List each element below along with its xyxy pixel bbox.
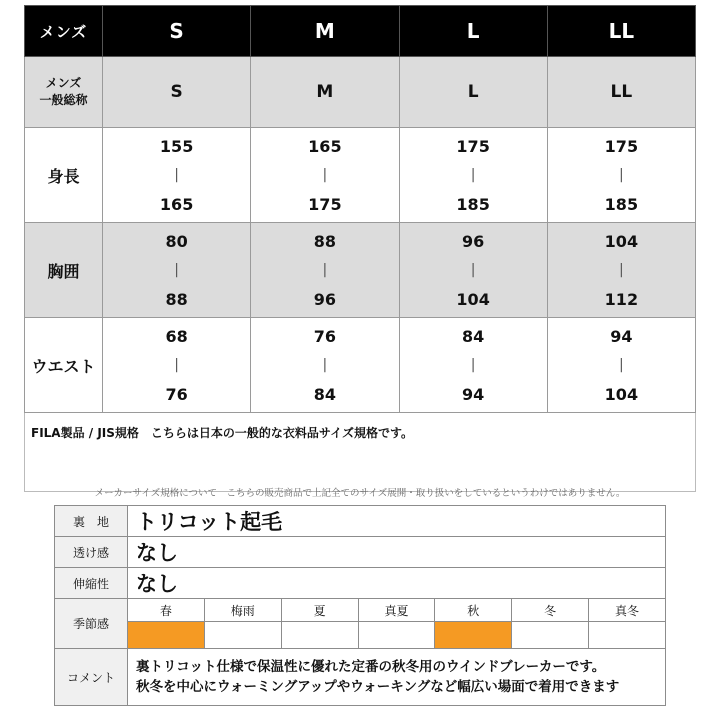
range-min: 84 bbox=[461, 326, 485, 346]
range-separator: | bbox=[322, 261, 328, 278]
general-size: L bbox=[399, 57, 547, 128]
range-separator: | bbox=[619, 356, 624, 373]
season-indicator bbox=[204, 622, 281, 649]
season-name: 春 bbox=[128, 599, 205, 622]
season-name: 真冬 bbox=[589, 599, 666, 622]
general-size: LL bbox=[547, 57, 695, 128]
range-min: 175 bbox=[456, 136, 490, 156]
waist-row bbox=[25, 318, 696, 413]
size-note bbox=[25, 413, 696, 492]
season-indicator bbox=[358, 622, 435, 649]
measure-range bbox=[251, 318, 399, 413]
range-separator: | bbox=[174, 261, 179, 278]
range-min: 76 bbox=[313, 326, 336, 346]
measure-range bbox=[399, 223, 547, 318]
size-header-row bbox=[25, 6, 696, 57]
general-label-line2: 一般総称 bbox=[39, 93, 88, 107]
general-size-row bbox=[25, 57, 696, 128]
note-row bbox=[25, 413, 696, 492]
general-label-line1: メンズ bbox=[45, 76, 82, 90]
season-indicator bbox=[589, 622, 666, 649]
range-max: 112 bbox=[604, 289, 639, 309]
season-indicator bbox=[435, 622, 512, 649]
general-label bbox=[25, 57, 103, 128]
size-disclaimer: メーカーサイズ規格について こちらの販売商品で上記全てのサイズ展開・取り扱いをしているというわけではありません。 bbox=[94, 488, 626, 499]
range-separator: | bbox=[322, 356, 328, 373]
season-name: 夏 bbox=[281, 599, 358, 622]
size-table bbox=[24, 5, 696, 492]
measure-range bbox=[399, 318, 547, 413]
season-indicator bbox=[128, 622, 205, 649]
range-max: 76 bbox=[165, 384, 188, 404]
stretch-value: なし bbox=[128, 568, 666, 599]
range-min: 165 bbox=[308, 136, 342, 156]
measure-range bbox=[251, 128, 399, 223]
comment-text bbox=[128, 649, 666, 706]
header-size: S bbox=[103, 6, 251, 57]
sheer-label: 透け感 bbox=[55, 537, 128, 568]
season-name: 梅雨 bbox=[204, 599, 281, 622]
measure-range bbox=[103, 128, 251, 223]
season-name: 真夏 bbox=[358, 599, 435, 622]
measure-range bbox=[547, 223, 695, 318]
range-max: 165 bbox=[159, 194, 194, 214]
measure-label: 身長 bbox=[25, 128, 103, 223]
comment-label: コメント bbox=[55, 649, 128, 706]
lining-row bbox=[55, 506, 666, 537]
measure-range bbox=[547, 128, 695, 223]
range-min: 88 bbox=[313, 231, 336, 251]
season-name: 秋 bbox=[435, 599, 512, 622]
header-size: LL bbox=[547, 6, 695, 57]
range-max: 104 bbox=[604, 384, 639, 404]
season-indicator-row bbox=[55, 622, 666, 649]
range-min: 96 bbox=[461, 231, 485, 251]
header-size: M bbox=[251, 6, 399, 57]
season-indicator bbox=[512, 622, 589, 649]
comment-line2: 秋冬を中心にウォーミングアップやウォーキングなど幅広い場面で着用できます bbox=[136, 679, 620, 695]
season-name: 冬 bbox=[512, 599, 589, 622]
measure-label: 胸囲 bbox=[25, 223, 103, 318]
general-size: M bbox=[251, 57, 399, 128]
range-min: 94 bbox=[610, 326, 633, 346]
measure-range bbox=[547, 318, 695, 413]
chest-row bbox=[25, 223, 696, 318]
size-note-text: FILA製品 / JIS規格 こちらは日本の一般的な衣料品サイズ規格です。 bbox=[31, 425, 413, 440]
general-size: S bbox=[103, 57, 251, 128]
season-name-row bbox=[55, 599, 666, 622]
range-separator: | bbox=[174, 356, 179, 373]
range-max: 185 bbox=[456, 194, 490, 214]
range-separator: | bbox=[470, 166, 476, 183]
range-max: 84 bbox=[313, 384, 336, 404]
season-indicator bbox=[281, 622, 358, 649]
range-separator: | bbox=[322, 166, 328, 183]
measure-range bbox=[103, 223, 251, 318]
range-separator: | bbox=[619, 261, 624, 278]
stretch-row bbox=[55, 568, 666, 599]
measure-range bbox=[103, 318, 251, 413]
header-size: L bbox=[399, 6, 547, 57]
measure-label: ウエスト bbox=[25, 318, 103, 413]
range-min: 104 bbox=[604, 231, 639, 251]
range-min: 68 bbox=[165, 326, 188, 346]
range-separator: | bbox=[470, 356, 476, 373]
range-max: 94 bbox=[461, 384, 485, 404]
sheer-value: なし bbox=[128, 537, 666, 568]
range-min: 80 bbox=[165, 231, 188, 251]
range-separator: | bbox=[619, 166, 624, 183]
range-max: 175 bbox=[308, 194, 342, 214]
range-min: 155 bbox=[159, 136, 194, 156]
header-label: メンズ bbox=[25, 6, 103, 57]
range-separator: | bbox=[174, 166, 179, 183]
stretch-label: 伸縮性 bbox=[55, 568, 128, 599]
range-max: 185 bbox=[604, 194, 639, 214]
height-row bbox=[25, 128, 696, 223]
lining-label: 裏 地 bbox=[55, 506, 128, 537]
measure-range bbox=[251, 223, 399, 318]
range-max: 96 bbox=[313, 289, 336, 309]
season-label: 季節感 bbox=[55, 599, 128, 649]
range-max: 88 bbox=[165, 289, 188, 309]
range-max: 104 bbox=[456, 289, 490, 309]
range-separator: | bbox=[470, 261, 476, 278]
spec-table bbox=[54, 505, 666, 706]
range-min: 175 bbox=[604, 136, 639, 156]
comment-line1: 裏トリコット仕様で保温性に優れた定番の秋冬用のウインドブレーカーです。 bbox=[136, 659, 606, 675]
comment-row bbox=[55, 649, 666, 706]
sheer-row bbox=[55, 537, 666, 568]
lining-value: トリコット起毛 bbox=[128, 506, 666, 537]
measure-range bbox=[399, 128, 547, 223]
